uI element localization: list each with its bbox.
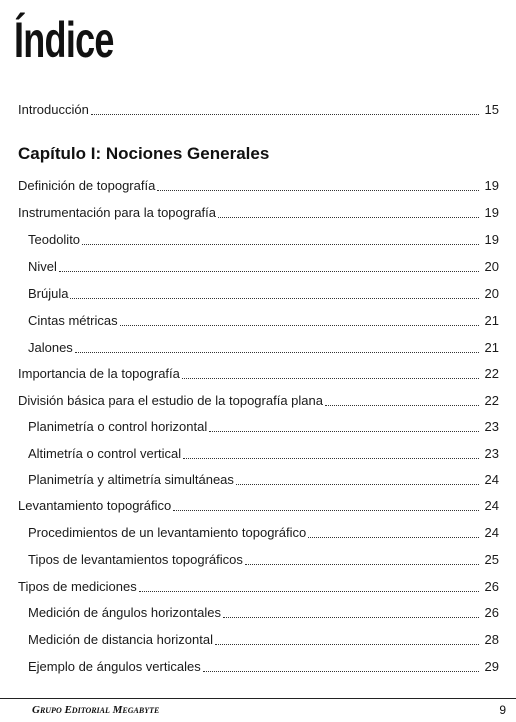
dot-leader xyxy=(215,643,479,645)
toc-entry-label: División básica para el estudio de la topografía plana xyxy=(18,393,323,408)
toc-subentry[interactable] xyxy=(0,546,516,568)
toc-entry-page: 23 xyxy=(484,446,499,461)
dot-leader xyxy=(308,536,479,538)
toc-entry-label: Levantamiento topográfico xyxy=(18,498,172,513)
toc-entry-page: 21 xyxy=(484,313,499,328)
dot-leader xyxy=(209,430,479,432)
toc-subentry[interactable] xyxy=(0,599,516,621)
page-title: Índice xyxy=(14,12,114,68)
toc-entry-label: Nivel xyxy=(28,259,57,274)
toc-entry-page: 22 xyxy=(484,366,499,381)
toc-entry-page: 23 xyxy=(484,419,499,434)
toc-entry-label: Introducción xyxy=(18,102,89,117)
toc-entry-page: 21 xyxy=(484,340,499,355)
footer-page-number: 9 xyxy=(499,703,506,717)
toc-subentry[interactable] xyxy=(0,226,516,248)
dot-leader xyxy=(75,351,479,353)
toc-entry-label: Planimetría o control horizontal xyxy=(28,419,208,434)
dot-leader xyxy=(120,324,479,326)
toc-entry-label: Planimetría y altimetría simultáneas xyxy=(28,472,234,487)
toc-entry-label: Cintas métricas xyxy=(28,313,118,328)
toc-subentry[interactable] xyxy=(0,307,516,329)
dot-leader xyxy=(157,189,479,191)
toc-entry-page: 19 xyxy=(484,232,499,247)
toc-subentry[interactable] xyxy=(0,280,516,302)
toc-entry-label: Medición de distancia horizontal xyxy=(28,632,213,647)
toc-entry[interactable] xyxy=(0,492,516,514)
toc-entry[interactable] xyxy=(0,387,516,409)
chapter-heading: Capítulo I: Nociones Generales xyxy=(18,144,270,163)
footer-divider xyxy=(0,698,516,699)
toc-entry-label: Definición de topografía xyxy=(18,178,156,193)
toc-entry-label: Importancia de la topografía xyxy=(18,366,180,381)
toc-entry-label: Procedimientos de un levantamiento topográfico xyxy=(28,525,307,540)
toc-entry-page: 26 xyxy=(484,605,499,620)
toc-subentry[interactable] xyxy=(0,413,516,435)
toc-entry-page: 25 xyxy=(484,552,499,567)
toc-entry[interactable] xyxy=(0,573,516,595)
toc-subentry[interactable] xyxy=(0,626,516,648)
toc-entry-label: Altimetría o control vertical xyxy=(28,446,182,461)
toc-entry-page: 20 xyxy=(484,286,499,301)
toc-entry-label: Medición de ángulos horizontales xyxy=(28,605,221,620)
toc-entry[interactable] xyxy=(0,172,516,194)
toc-subentry[interactable] xyxy=(0,253,516,275)
toc-subentry[interactable] xyxy=(0,519,516,541)
toc-entry-introduction[interactable] xyxy=(0,96,516,118)
toc-entry-label: Instrumentación para la topografía xyxy=(18,205,217,220)
dot-leader xyxy=(59,270,479,272)
toc-entry-label: Ejemplo de ángulos verticales xyxy=(28,659,201,674)
toc-entry-label: Tipos de mediciones xyxy=(18,579,137,594)
dot-leader xyxy=(325,404,479,406)
dot-leader xyxy=(223,616,479,618)
toc-entry-label: Jalones xyxy=(28,340,73,355)
dot-leader xyxy=(173,509,479,511)
dot-leader xyxy=(70,297,479,299)
toc-entry-page: 28 xyxy=(484,632,499,647)
toc-entry-label: Brújula xyxy=(28,286,69,301)
dot-leader xyxy=(91,113,479,115)
dot-leader xyxy=(182,377,479,379)
toc-entry-page: 29 xyxy=(484,659,499,674)
dot-leader xyxy=(183,457,479,459)
toc-entry[interactable] xyxy=(0,199,516,221)
toc-entry-page: 20 xyxy=(484,259,499,274)
dot-leader xyxy=(245,563,479,565)
toc-subentry[interactable] xyxy=(0,440,516,462)
toc-entry-page: 24 xyxy=(484,472,499,487)
dot-leader xyxy=(236,483,479,485)
toc-subentry[interactable] xyxy=(0,466,516,488)
toc-entry-page: 15 xyxy=(484,102,499,117)
toc-entry-page: 19 xyxy=(484,178,499,193)
toc-subentry[interactable] xyxy=(0,334,516,356)
toc-entry-page: 24 xyxy=(484,498,499,513)
toc-entry[interactable] xyxy=(0,360,516,382)
toc-entry-label: Teodolito xyxy=(28,232,81,247)
toc-entry-page: 26 xyxy=(484,579,499,594)
dot-leader xyxy=(82,243,479,245)
toc-entry-page: 24 xyxy=(484,525,499,540)
toc-entry-page: 22 xyxy=(484,393,499,408)
footer-publisher: Grupo Editorial Megabyte xyxy=(32,704,160,716)
dot-leader xyxy=(139,590,479,592)
toc-entry-page: 19 xyxy=(484,205,499,220)
dot-leader xyxy=(203,670,479,672)
toc-subentry[interactable] xyxy=(0,653,516,675)
dot-leader xyxy=(218,216,479,218)
toc-entry-label: Tipos de levantamientos topográficos xyxy=(28,552,243,567)
